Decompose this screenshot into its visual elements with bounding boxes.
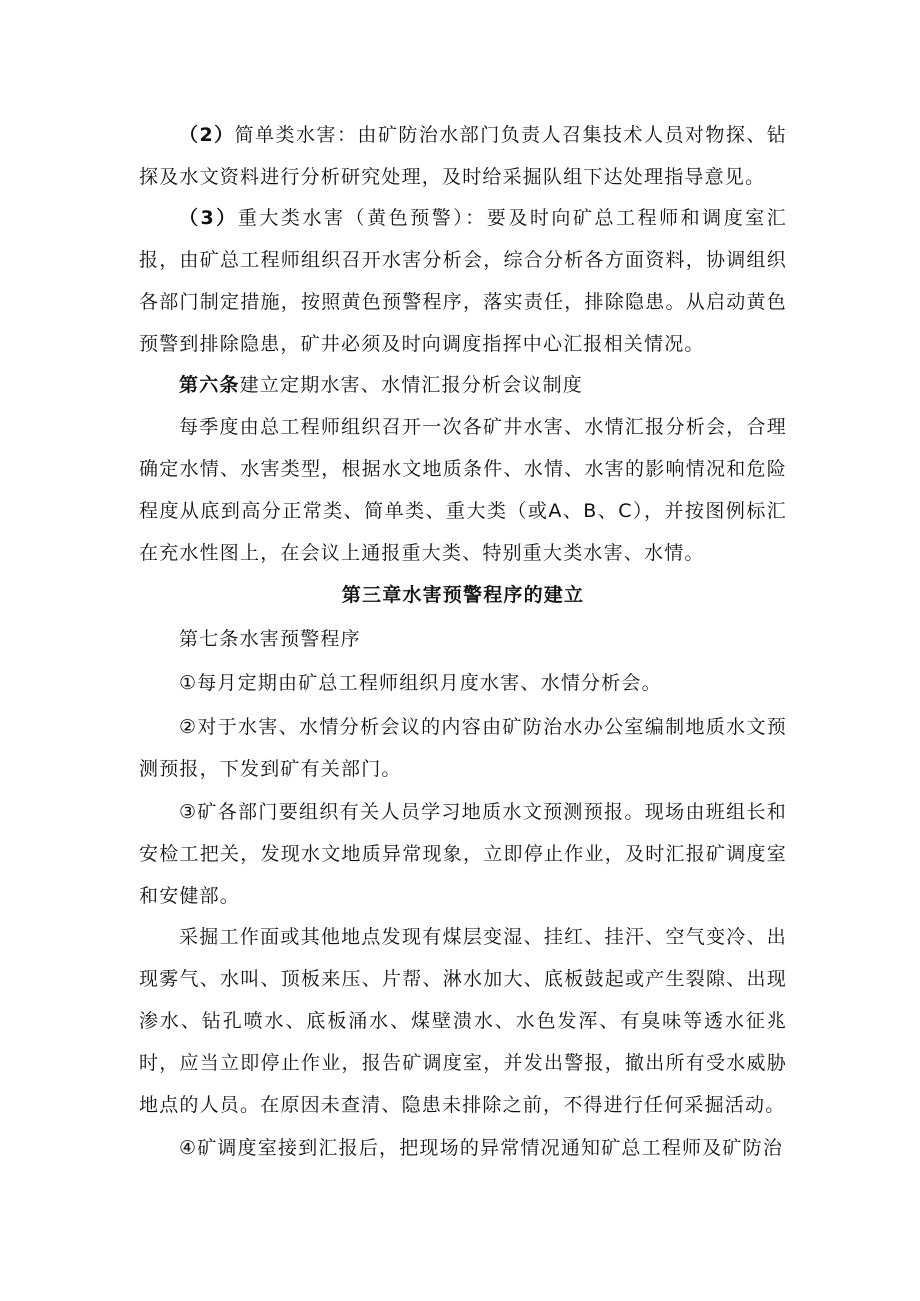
article-6-title-text: 建立定期水害、水情汇报分析会议制度 [239,374,584,396]
article-6-body: 每季度由总工程师组织召开一次各矿井水害、水情汇报分析会，合理确定水情、水害类型，根据水文地质条件、水情、水害的影响情况和危险程度从底到高分正常类、简单类、重大类（或A、B、C），并按图例标汇在充水性图上，在会议上通报重大类、特别重大类水害、水情。 [139,416,787,564]
chapter-3-heading: 第三章水害预警程序的建立 [341,584,585,606]
paragraph-simple-water-hazard [139,114,787,198]
paragraph-major-water-hazard [139,197,787,365]
paragraph-body-2: 简单类水害：由矿防治水部门负责人召集技术人员对物探、钻探及水文资料进行分析研究处理，及时给采掘队组下达处理指导意见。 [139,124,787,188]
article-6-label: 第六条 [179,374,240,396]
paragraph-marker-3: （3） [179,207,238,229]
article-6-title [139,364,787,406]
list-item-3: ③矿各部门要组织有关人员学习地质水文预测预报。现场由班组长和安检工把关，发现水文地质异常现象，立即停止作业，及时汇报矿调度室和安健部。 [139,801,787,907]
list-item-3-detail: 采掘工作面或其他地点发现有煤层变湿、挂红、挂汗、空气变冷、出现雾气、水叫、顶板来压、片帮、淋水加大、底板鼓起或产生裂隙、出现渗水、钻孔喷水、底板涌水、煤壁溃水、水色发浑、有臭味等透水征兆时，应当立即停止作业，报告矿调度室，并发出警报，撤出所有受水威胁地点的人员。在原因未查清、隐患未排除之前，不得进行任何采掘活动。 [139,926,787,1116]
paragraph-body-3: 重大类水害（黄色预警）：要及时向矿总工程师和调度室汇报，由矿总工程师组织召开水害分析会，综合分析各方面资料，协调组织各部门制定措施，按照黄色预警程序，落实责任，排除隐患。从启动黄色预警到排除隐患，矿井必须及时向调度指挥中心汇报相关情况。 [139,207,787,355]
list-item-4: ④矿调度室接到汇报后，把现场的异常情况通知矿总工程师及矿防治 [179,1137,784,1159]
list-item-2: ②对于水害、水情分析会议的内容由矿防治水办公室编制地质水文预测预报，下发到矿有关部门。 [139,716,787,780]
list-item-1: ①每月定期由矿总工程师组织月度水害、水情分析会。 [179,672,662,694]
article-7-title: 第七条水害预警程序 [179,628,361,650]
paragraph-marker-2: （2） [179,124,235,146]
